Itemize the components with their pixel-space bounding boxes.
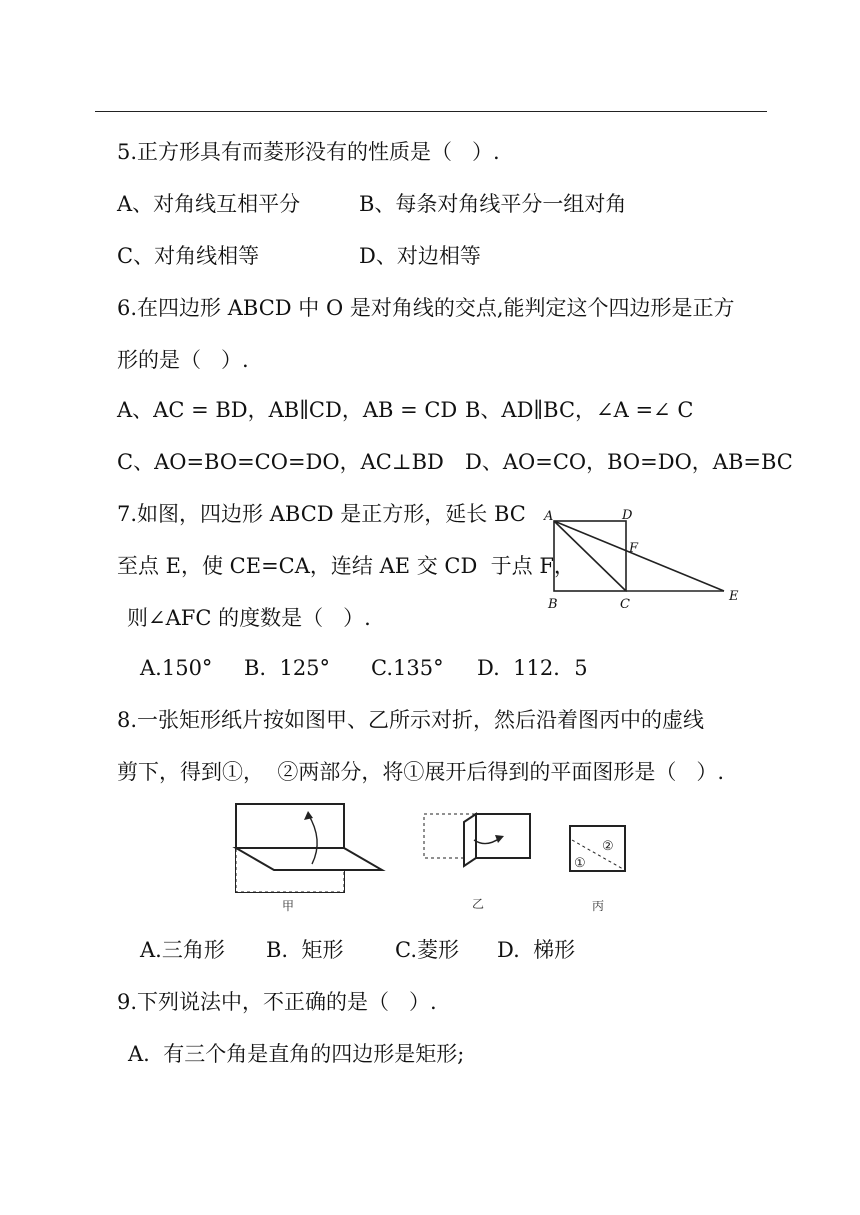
piece-one-label: ① — [574, 856, 586, 871]
label-d: D — [622, 508, 633, 523]
q6-stem-line2: 形的是（ ）. — [117, 348, 249, 372]
q5-option-b: B、每条对角线平分一组对角 — [359, 192, 627, 216]
segment-ae — [554, 521, 724, 591]
q8-option-a: A.三角形 — [140, 938, 225, 962]
label-a: A — [544, 509, 554, 524]
q8-stem-line1: 8.一张矩形纸片按如图甲、乙所示对折，然后沿着图丙中的虚线 — [117, 708, 705, 732]
q7-square-figure — [540, 502, 750, 614]
q9-option-a: A. 有三个角是直角的四边形是矩形; — [128, 1042, 465, 1066]
q8-option-b: B. 矩形 — [266, 938, 344, 962]
q5-stem: 5.正方形具有而菱形没有的性质是（ ）. — [117, 140, 500, 164]
q7-stem-line2: 至点 E，使 CE=CA，连结 AE 交 CD 于点 F， — [117, 554, 575, 578]
q6-option-b: B、AD∥BC，∠A =∠ C — [465, 398, 694, 422]
q7-option-d: D. 112．5 — [477, 656, 588, 680]
q5-option-c: C、对角线相等 — [117, 244, 260, 268]
q6-option-d: D、AO=CO，BO=DO，AB=BC — [465, 450, 793, 474]
label-e: E — [729, 589, 739, 604]
q6-option-a: A、AC = BD，AB∥CD，AB = CD — [117, 398, 458, 422]
q7-option-b: B. 125° — [244, 656, 331, 680]
q5-option-d: D、对边相等 — [359, 244, 481, 268]
figure-jia — [236, 804, 382, 913]
q9-stem: 9.下列说法中，不正确的是（ ）. — [117, 990, 437, 1014]
figure-bing — [570, 826, 625, 913]
q6-stem-line1: 6.在四边形 ABCD 中 O 是对角线的交点,能判定这个四边形是正方 — [117, 296, 735, 320]
q7-option-c: C.135° — [371, 656, 444, 680]
q7-option-a: A.150° — [140, 656, 213, 680]
q8-option-c: C.菱形 — [395, 938, 459, 962]
q8-option-d: D. 梯形 — [497, 938, 576, 962]
figure-yi — [424, 814, 530, 911]
q7-stem-line1: 7.如图，四边形 ABCD 是正方形，延长 BC — [117, 502, 526, 526]
q5-option-a: A、对角线互相平分 — [117, 192, 301, 216]
q7-stem-line3: 则∠AFC 的度数是（ ）. — [127, 606, 371, 630]
diagonal-ac — [554, 521, 626, 591]
caption-jia: 甲 — [282, 899, 295, 913]
header-rule — [95, 111, 767, 112]
label-f: F — [629, 541, 639, 556]
caption-bing: 丙 — [592, 899, 605, 913]
q6-option-c: C、AO=BO=CO=DO，AC⊥BD — [117, 450, 444, 474]
q8-stem-line2: 剪下，得到①， ②两部分，将①展开后得到的平面图形是（ ）. — [117, 760, 725, 784]
caption-yi: 乙 — [472, 897, 485, 911]
label-c: C — [620, 597, 630, 612]
q8-folding-figures — [228, 798, 648, 916]
label-b: B — [548, 597, 558, 612]
piece-two-label: ② — [602, 839, 614, 854]
